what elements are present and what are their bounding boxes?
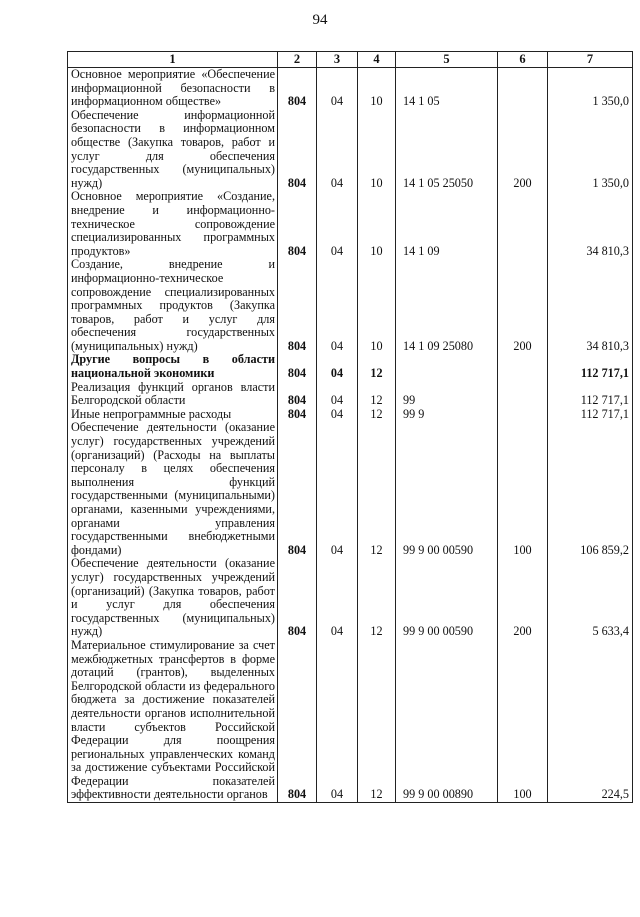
budget-table (67, 51, 633, 803)
page-number: 94 (312, 12, 328, 28)
row-subsection-cell: 12 (358, 421, 396, 557)
row-section-cell: 04 (317, 68, 358, 109)
row-expense-type-cell: 100 (498, 639, 548, 803)
row-expense-type-cell (498, 190, 548, 258)
table-row (68, 190, 633, 258)
row-target-article-cell (396, 353, 498, 380)
row-expense-type-cell: 200 (498, 258, 548, 353)
row-target-article-cell: 14 1 09 25080 (396, 258, 498, 353)
row-section-cell: 04 (317, 109, 358, 191)
row-amount-cell: 34 810,3 (548, 258, 633, 353)
table-row (68, 639, 633, 803)
table-row (68, 353, 633, 380)
row-target-article-cell: 14 1 05 25050 (396, 109, 498, 191)
row-expense-type-cell: 200 (498, 557, 548, 639)
row-subsection-cell: 12 (358, 557, 396, 639)
table-row (68, 381, 633, 408)
column-header-2: 2 (278, 52, 317, 68)
column-header-6: 6 (498, 52, 548, 68)
row-name-cell: Основное мероприятие «Обеспечение информационной безопасности в информационном обществе» (68, 68, 278, 109)
row-target-article-cell: 14 1 09 (396, 190, 498, 258)
row-name-cell: Обеспечение информационной безопасности в информационном обществе (Закупка товаров, работ и услуг для обеспечения государственных (муниципальных) нужд) (68, 109, 278, 191)
row-target-article-cell: 99 (396, 381, 498, 408)
row-amount-cell: 112 717,1 (548, 408, 633, 422)
row-subsection-cell: 10 (358, 68, 396, 109)
row-gr-cell: 804 (278, 639, 317, 803)
row-amount-cell: 112 717,1 (548, 353, 633, 380)
row-subsection-cell: 10 (358, 190, 396, 258)
row-section-cell: 04 (317, 381, 358, 408)
column-header-1: 1 (68, 52, 278, 68)
row-target-article-cell: 14 1 05 (396, 68, 498, 109)
row-gr-cell: 804 (278, 353, 317, 380)
row-target-article-cell: 99 9 00 00590 (396, 557, 498, 639)
table-header-row (68, 52, 633, 68)
row-subsection-cell: 12 (358, 381, 396, 408)
row-amount-cell: 106 859,2 (548, 421, 633, 557)
row-gr-cell: 804 (278, 421, 317, 557)
table-body (68, 68, 633, 803)
row-target-article-cell: 99 9 00 00890 (396, 639, 498, 803)
row-section-cell: 04 (317, 353, 358, 380)
row-name-cell: Создание, внедрение и информационно-техническое сопровождение специализированных программных продуктов (Закупка товаров, работ и услуг для обеспечения государственных (муниципальных) нужд) (68, 258, 278, 353)
table-row (68, 421, 633, 557)
table-row (68, 408, 633, 422)
column-header-7: 7 (548, 52, 633, 68)
row-subsection-cell: 10 (358, 109, 396, 191)
row-subsection-cell: 12 (358, 353, 396, 380)
row-gr-cell: 804 (278, 109, 317, 191)
row-amount-cell: 5 633,4 (548, 557, 633, 639)
row-amount-cell: 1 350,0 (548, 109, 633, 191)
column-header-5: 5 (396, 52, 498, 68)
row-name-cell: Основное мероприятие «Создание, внедрение и информационно-техническое сопровождение специализированных программных продуктов» (68, 190, 278, 258)
table-row (68, 68, 633, 109)
row-name-cell: Обеспечение деятельности (оказание услуг) государственных учреждений (организаций) (Закупка товаров, работ и услуг для обеспечения государственных (муниципальных) нужд) (68, 557, 278, 639)
row-section-cell: 04 (317, 408, 358, 422)
row-expense-type-cell (498, 353, 548, 380)
table-row (68, 109, 633, 191)
row-gr-cell: 804 (278, 68, 317, 109)
row-expense-type-cell: 100 (498, 421, 548, 557)
row-target-article-cell: 99 9 (396, 408, 498, 422)
row-section-cell: 04 (317, 258, 358, 353)
row-subsection-cell: 10 (358, 258, 396, 353)
row-gr-cell: 804 (278, 190, 317, 258)
column-header-3: 3 (317, 52, 358, 68)
row-name-cell: Иные непрограммные расходы (68, 408, 278, 422)
row-subsection-cell: 12 (358, 639, 396, 803)
row-gr-cell: 804 (278, 258, 317, 353)
row-target-article-cell: 99 9 00 00590 (396, 421, 498, 557)
row-name-cell: Реализация функций органов власти Белгородской области (68, 381, 278, 408)
row-name-cell: Материальное стимулирование за счет межбюджетных трансфертов в форме дотаций (грантов), выделенных Белгородской области из федерального бюджета за достижение показателей деятельности органов исполнительной власти субъектов Российской Федерации для поощрения региональных управленческих команд за достижение субъектами Российской Федерации показателей эффективности деятельности органов (68, 639, 278, 803)
row-gr-cell: 804 (278, 408, 317, 422)
row-amount-cell: 224,5 (548, 639, 633, 803)
row-expense-type-cell (498, 408, 548, 422)
row-section-cell: 04 (317, 190, 358, 258)
row-section-cell: 04 (317, 421, 358, 557)
row-gr-cell: 804 (278, 381, 317, 408)
row-section-cell: 04 (317, 557, 358, 639)
row-subsection-cell: 12 (358, 408, 396, 422)
column-header-4: 4 (358, 52, 396, 68)
row-expense-type-cell: 200 (498, 109, 548, 191)
row-amount-cell: 34 810,3 (548, 190, 633, 258)
row-expense-type-cell (498, 381, 548, 408)
row-amount-cell: 1 350,0 (548, 68, 633, 109)
row-name-cell: Другие вопросы в области национальной экономики (68, 353, 278, 380)
table-row (68, 557, 633, 639)
table-row (68, 258, 633, 353)
row-amount-cell: 112 717,1 (548, 381, 633, 408)
row-gr-cell: 804 (278, 557, 317, 639)
row-expense-type-cell (498, 68, 548, 109)
row-section-cell: 04 (317, 639, 358, 803)
row-name-cell: Обеспечение деятельности (оказание услуг) государственных учреждений (организаций) (Расходы на выплаты персоналу в целях обеспечения выполнения функций государственными (муниципальными) органами, казенными учреждениями, органами управления государственными внебюджетными фондами) (68, 421, 278, 557)
